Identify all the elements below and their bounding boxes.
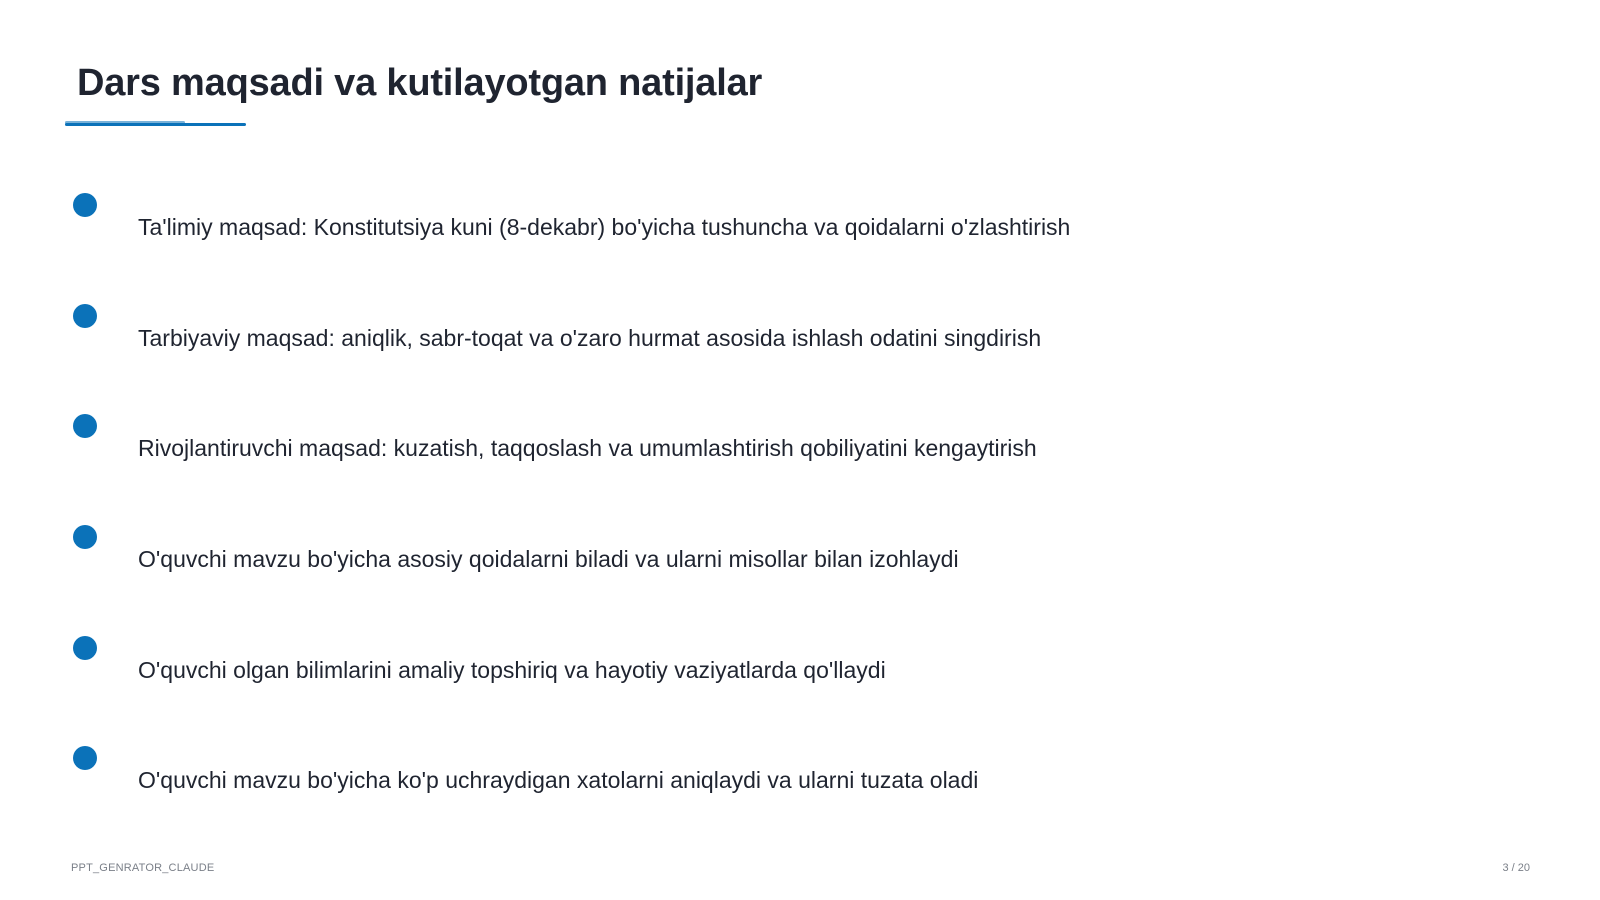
bullet-dot-icon — [73, 525, 97, 549]
bullet-text: Rivojlantiruvchi maqsad: kuzatish, taqqoslash va umumlashtirish qobiliyatini kengaytirish — [138, 435, 1037, 461]
bullet-text: Ta'limiy maqsad: Konstitutsiya kuni (8-dekabr) bo'yicha tushuncha va qoidalarni o'zlashtirish — [138, 214, 1071, 240]
bullet-dot-icon — [73, 636, 97, 660]
list-item — [73, 636, 1273, 706]
page-indicator: 3 / 20 — [1502, 862, 1530, 874]
list-item — [73, 304, 1273, 374]
slide-title: Dars maqsadi va kutilayotgan natijalar — [77, 62, 763, 104]
bullet-dot-icon — [73, 414, 97, 438]
bullet-dot-icon — [73, 746, 97, 770]
list-item — [73, 193, 1273, 263]
bullet-text: O'quvchi olgan bilimlarini amaliy topshiriq va hayotiy vaziyatlarda qo'llaydi — [138, 657, 886, 683]
list-item — [73, 746, 1273, 816]
list-item — [73, 414, 1273, 484]
bullet-text: O'quvchi mavzu bo'yicha ko'p uchraydigan xatolarni aniqlaydi va ularni tuzata oladi — [138, 767, 979, 793]
bullet-text: O'quvchi mavzu bo'yicha asosiy qoidalarni biladi va ularni misollar bilan izohlaydi — [138, 546, 959, 572]
bullet-dot-icon — [73, 193, 97, 217]
footer-source-label: PPT_GENRATOR_CLAUDE — [71, 862, 215, 874]
bullet-text: Tarbiyaviy maqsad: aniqlik, sabr-toqat va o'zaro hurmat asosida ishlash odatini singdirish — [138, 325, 1042, 351]
list-item — [73, 525, 1273, 595]
bullet-dot-icon — [73, 304, 97, 328]
